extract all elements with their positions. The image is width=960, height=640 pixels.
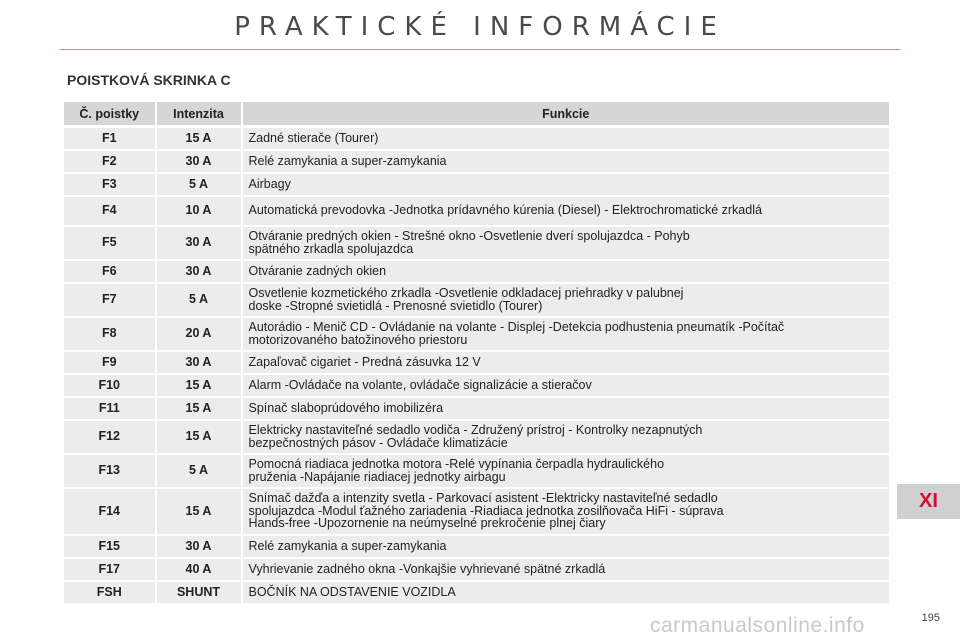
fuse-number-cell: F11	[64, 397, 156, 420]
fuse-number-cell: F12	[64, 420, 156, 454]
amperage-cell: 30 A	[156, 351, 242, 374]
section-title: POISTKOVÁ SKRINKA C	[67, 72, 231, 88]
column-header-fuse-number: Č. poistky	[64, 102, 156, 127]
amperage-cell: 5 A	[156, 283, 242, 317]
function-text-line: Snímač dažďa a intenzity svetla - Parkovací asistent -Elektricky nastaviteľné sedadlo	[248, 491, 718, 506]
fuse-number-cell: F15	[64, 535, 156, 558]
function-text-line: Automatická prevodovka -Jednotka prídavného kúrenia (Diesel) - Elektrochromatické zrkadlá	[248, 203, 762, 218]
table-row	[64, 535, 891, 558]
fuse-number-cell: F2	[64, 150, 156, 173]
table-row	[64, 196, 891, 226]
function-text-line: Osvetlenie kozmetického zrkadla -Osvetlenie odkladacej priehradky v palubnej	[248, 286, 684, 300]
amperage-cell: 15 A	[156, 420, 242, 454]
function-cell	[242, 127, 891, 150]
table-row	[64, 317, 891, 351]
function-text-line: pruženia -Napájanie riadiacej jednotky airbagu	[248, 469, 506, 484]
function-text-line: Relé zamykania a super-zamykania	[248, 153, 447, 168]
function-text-line: bezpečnostných pásov - Ovládače klimatizácie	[248, 435, 508, 450]
column-header-functions: Funkcie	[242, 102, 891, 127]
table-row	[64, 150, 891, 173]
function-text-line: Vyhrievanie zadného okna -Vonkajšie vyhrievané spätné zrkadlá	[248, 561, 606, 576]
function-cell	[242, 317, 891, 351]
table-row	[64, 226, 891, 260]
chapter-tab-label: XI	[919, 490, 938, 512]
amperage-cell: 10 A	[156, 196, 242, 226]
function-text-line: Otváranie predných okien - Strešné okno -Osvetlenie dverí spolujazdca - Pohyb	[248, 229, 690, 243]
table-row	[64, 420, 891, 454]
amperage-cell: 30 A	[156, 150, 242, 173]
table-row	[64, 581, 891, 604]
fuse-number-cell: F10	[64, 374, 156, 397]
amperage-cell: 30 A	[156, 260, 242, 283]
function-cell	[242, 420, 891, 454]
page-title: PRAKTICKÉ INFORMÁCIE	[234, 12, 726, 42]
function-cell	[242, 150, 891, 173]
fuse-number-cell: F6	[64, 260, 156, 283]
header-divider	[60, 49, 900, 50]
fuse-number-cell: F14	[64, 488, 156, 535]
amperage-cell: 40 A	[156, 558, 242, 581]
amperage-cell: 20 A	[156, 317, 242, 351]
watermark: carmanualsonline.info	[650, 614, 865, 637]
function-cell	[242, 173, 891, 196]
fuse-number-cell: F9	[64, 351, 156, 374]
fuse-number-cell: F13	[64, 454, 156, 488]
function-text-line: spätného zrkadla spolujazdca	[248, 241, 414, 256]
function-cell	[242, 226, 891, 260]
function-text-line: Airbagy	[248, 176, 291, 191]
function-text-line: Autorádio - Menič CD - Ovládanie na volante - Displej -Detekcia podhustenia pneumatík -Počítač	[248, 320, 785, 334]
chapter-tab	[897, 484, 960, 519]
table-row	[64, 558, 891, 581]
function-text-line: motorizovaného batožinového priestoru	[248, 332, 468, 347]
function-cell	[242, 196, 891, 226]
function-cell	[242, 488, 891, 535]
fuse-number-cell: F1	[64, 127, 156, 150]
table-row	[64, 260, 891, 283]
page-number: 195	[921, 612, 940, 624]
function-text-line: Otváranie zadných okien	[248, 263, 387, 278]
amperage-cell: 15 A	[156, 127, 242, 150]
fuse-table	[63, 101, 891, 605]
fuse-number-cell: F7	[64, 283, 156, 317]
amperage-cell: 15 A	[156, 374, 242, 397]
function-cell	[242, 283, 891, 317]
function-text-line: Spínač slaboprúdového imobilizéra	[248, 400, 444, 415]
amperage-cell: 30 A	[156, 226, 242, 260]
function-text-line: Elektricky nastaviteľné sedadlo vodiča - Združený prístroj - Kontrolky nezapnutých	[248, 423, 703, 437]
fuse-number-cell: F5	[64, 226, 156, 260]
amperage-cell: 15 A	[156, 488, 242, 535]
table-header-row	[64, 102, 891, 127]
function-text-line: Relé zamykania a super-zamykania	[248, 538, 447, 553]
fuse-number-cell: FSH	[64, 581, 156, 604]
function-cell	[242, 558, 891, 581]
function-cell	[242, 351, 891, 374]
function-cell	[242, 260, 891, 283]
table-row	[64, 374, 891, 397]
table-row	[64, 127, 891, 150]
function-cell	[242, 454, 891, 488]
amperage-cell: 5 A	[156, 173, 242, 196]
fuse-number-cell: F17	[64, 558, 156, 581]
table-row	[64, 488, 891, 535]
amperage-cell: 15 A	[156, 397, 242, 420]
column-header-amperage: Intenzita	[156, 102, 242, 127]
function-text-line: Hands-free -Upozornenie na neúmyselné prekročenie plnej čiary	[248, 516, 606, 531]
table-row	[64, 454, 891, 488]
function-text-line: Alarm -Ovládače na volante, ovládače signalizácie a stieračov	[248, 377, 592, 392]
table-row	[64, 397, 891, 420]
function-cell	[242, 581, 891, 604]
function-text-line: spolujazdca -Modul ťažného zariadenia -Riadiaca jednotka zosilňovača HiFi - súprava	[248, 503, 724, 518]
table-row	[64, 351, 891, 374]
fuse-number-cell: F8	[64, 317, 156, 351]
function-cell	[242, 397, 891, 420]
function-text-line: Zadné stierače (Tourer)	[248, 131, 379, 145]
function-text-line: Zapaľovač cigariet - Predná zásuvka 12 V	[248, 354, 481, 369]
fuse-number-cell: F3	[64, 173, 156, 196]
amperage-cell: SHUNT	[156, 581, 242, 604]
function-text-line: Pomocná riadiaca jednotka motora -Relé vypínania čerpadla hydraulického	[248, 457, 665, 471]
function-text-line: doske -Stropné svietidlá - Prenosné svietidlo (Tourer)	[248, 298, 543, 313]
amperage-cell: 5 A	[156, 454, 242, 488]
function-cell	[242, 374, 891, 397]
function-cell	[242, 535, 891, 558]
fuse-number-cell: F4	[64, 196, 156, 226]
table-row	[64, 173, 891, 196]
amperage-cell: 30 A	[156, 535, 242, 558]
function-text-line: BOČNÍK NA ODSTAVENIE VOZIDLA	[248, 584, 456, 599]
table-row	[64, 283, 891, 317]
